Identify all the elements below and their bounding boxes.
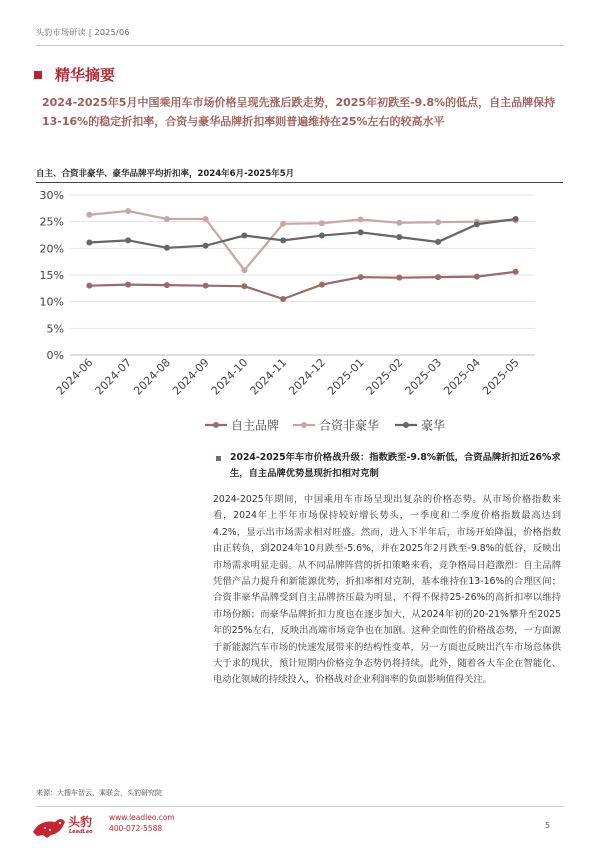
- data-point: [203, 216, 209, 222]
- y-tick-label: 25%: [39, 215, 64, 229]
- data-point: [358, 217, 364, 223]
- data-point: [435, 239, 441, 245]
- data-point: [164, 216, 170, 222]
- data-point: [319, 233, 325, 239]
- legend-marker: [301, 422, 307, 428]
- legend-label: 豪华: [421, 418, 446, 433]
- page-number: 5: [545, 821, 551, 830]
- data-point: [241, 283, 247, 289]
- data-point: [319, 220, 325, 226]
- series-line: [89, 211, 515, 270]
- header-brand: 头豹市场研读 | 2025/06: [36, 28, 130, 37]
- y-tick-label: 5%: [46, 322, 64, 336]
- legend-marker: [213, 422, 219, 428]
- logo-subtext: LeadLeo: [69, 829, 93, 835]
- discount-rate-line-chart: [30, 185, 570, 445]
- data-point: [474, 274, 480, 280]
- header-divider: [36, 45, 564, 46]
- website-link[interactable]: www.leadleo.com: [109, 813, 175, 822]
- data-point: [86, 283, 92, 289]
- data-point: [203, 243, 209, 249]
- data-point: [474, 221, 480, 227]
- callout-body: 2024-2025年期间，中国乘用车市场呈现出复杂的价格态势。从市场价格指数来看，2024年上半年市场保持较好增长势头，一季度和二季度价格指数最高达到4.2%，显示出市场需求相对旺盛。然而，进入下半年后，市场开始降温，价格指数由正转负，到2024年10月跌至-5.6%，并在2025年2月跌至-9.8%的低谷，反映出市场需求明显走弱。从不同品牌阵营的折扣策略来看，竞争格局日趋激烈：自主品牌凭借产品力提升和新能源优势，折扣率相对克制，基本维持在13-16%的合理区间；合资非豪华品牌受到自主品牌挤压最为明显，不得不保持25-26%的高折扣率以维持市场份额；而豪华品牌折扣力度也在逐步加大，从2024年初的20-21%攀升至2025年的25%左右，反映出高端市场竞争也在加剧。这种全面性的价格战态势，一方面源于新能源汽车市场的快速发展带来的结构性变革，另一方面也反映出汽车市场总体供大于求的现状，预计短期内价格竞争态势仍将持续。此外，随着各大车企在智能化、电动化领域的持续投入，价格战对企业利润率的负面影响值得关注。: [213, 494, 561, 686]
- data-point: [125, 237, 131, 243]
- data-point: [319, 282, 325, 288]
- data-point: [396, 220, 402, 226]
- phone-number: 400-072-5588: [109, 823, 163, 833]
- data-point: [86, 239, 92, 245]
- data-point: [396, 275, 402, 281]
- x-tick-label: 2025-01: [325, 355, 367, 398]
- section-marker-icon: [34, 71, 42, 79]
- x-tick-label: 2024-11: [247, 355, 290, 398]
- y-tick-label: 15%: [39, 269, 64, 282]
- x-tick-label: 2024-12: [286, 355, 328, 398]
- legend-label: 合资非豪华: [319, 418, 380, 433]
- x-tick-label: 2025-02: [363, 355, 406, 398]
- data-point: [164, 282, 170, 288]
- data-point: [125, 282, 131, 288]
- legend-marker: [403, 422, 409, 428]
- x-tick-label: 2024-09: [170, 355, 212, 398]
- x-tick-label: 2024-06: [53, 355, 96, 398]
- y-tick-label: 10%: [39, 295, 64, 309]
- data-point: [396, 234, 402, 240]
- series-line: [89, 272, 515, 299]
- x-tick-label: 2024-07: [92, 355, 135, 398]
- summary-text: 2024-2025年5月中国乘用车市场价格呈现先涨后跌走势，2025年初跌至-9.8%的低点，自主品牌保持13-16%的稳定折扣率，合资与豪华品牌折扣率则普遍维持在25%左右的较高水平: [42, 96, 556, 128]
- x-tick-label: 2025-04: [441, 355, 483, 398]
- legend-label: 自主品牌: [231, 418, 280, 433]
- y-tick-label: 0%: [46, 349, 64, 362]
- data-point: [203, 283, 209, 289]
- logo-text: 头豹: [68, 815, 93, 829]
- data-point: [280, 221, 286, 227]
- data-point: [125, 208, 131, 214]
- footer-divider: [36, 806, 564, 807]
- data-point: [435, 274, 441, 280]
- data-point: [358, 229, 364, 235]
- y-tick-label: 20%: [39, 242, 64, 256]
- callout-heading: 2024-2025年车市价格战升级：指数跌至-9.8%新低，合资品牌折扣近26%求生，自主品牌优势显现折扣相对克制: [230, 452, 561, 479]
- data-point: [513, 269, 519, 275]
- data-point: [280, 237, 286, 243]
- data-point: [435, 219, 441, 225]
- y-tick-label: 30%: [39, 189, 64, 202]
- x-tick-label: 2025-05: [480, 355, 522, 398]
- data-point: [241, 267, 247, 273]
- data-point: [358, 274, 364, 280]
- contact-block: [109, 813, 175, 834]
- data-point: [241, 233, 247, 239]
- source-note: 来源：大搜车智云，乘联会，头豹研究院: [36, 789, 162, 797]
- x-tick-label: 2025-03: [402, 355, 445, 398]
- section-title: 精华摘要: [55, 66, 116, 84]
- chart-title-rule: [36, 182, 563, 183]
- x-tick-label: 2024-10: [208, 355, 251, 398]
- data-point: [280, 296, 286, 302]
- data-point: [513, 216, 519, 222]
- x-tick-label: 2024-08: [131, 355, 173, 398]
- callout-marker-icon: [216, 456, 221, 461]
- data-point: [86, 212, 92, 218]
- chart-title: 自主、合资非豪华、豪华品牌平均折扣率，2024年6月-2025年5月: [36, 169, 295, 179]
- data-point: [164, 245, 170, 251]
